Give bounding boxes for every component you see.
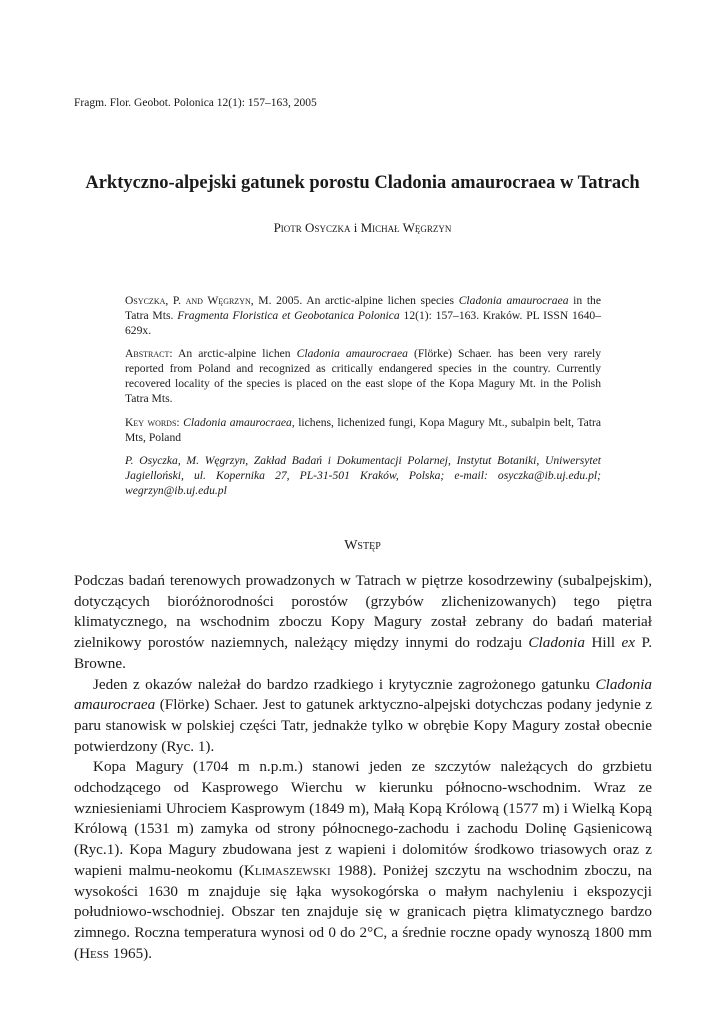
abstract xyxy=(125,346,601,406)
species-name: Cladonia amaurocraea xyxy=(183,416,292,429)
citation-text: M. 2005. An arctic-alpine lichen species xyxy=(258,294,455,307)
citation-authors: Osyczka, P. and Węgrzyn, xyxy=(125,294,254,307)
paragraph xyxy=(74,757,652,964)
front-matter xyxy=(125,293,601,506)
paragraph-text: Hill xyxy=(591,634,616,652)
paragraph xyxy=(74,675,652,758)
paragraph-text: Kopa Magury (1704 m n.p.m.) stanowi jeden ze szczytów należących do grzbietu odchodzącego od Kasprowego Wierchu w kierunku północno-wschodnim. Wraz ze wzniesieniami Uhrociem Kasprowym (1849 m), Małą Kopą Królową (1577 m) i Wielką Kopą Królową (1531 m) zamyka od strony północnego-zachodu i zachodu Dolinę Gąsienicową (Ryc.1). Kopa Magury zbudowana jest z wapieni i dolomitów środkowo triasowych oraz z wapieni malmu-neokomu ( xyxy=(74,758,652,879)
abstract-label: Abstract: xyxy=(125,347,173,360)
reference-author: Klimaszewski xyxy=(243,861,331,879)
species-name: Cladonia amaurocraea xyxy=(458,294,569,307)
citation-text: in the Tatra Mts. xyxy=(125,294,601,322)
email-link[interactable]: wegrzyn@ib.uj.edu.pl xyxy=(125,484,227,497)
paragraph-text: Jeden z okazów należał do bardzo rzadkiego i krytycznie zagrożonego gatunku xyxy=(93,675,591,693)
paragraph-text: P. Browne. xyxy=(74,634,653,672)
affiliation xyxy=(125,453,601,498)
paragraph-text: Podczas badań terenowych prowadzonych w Tatrach w piętrze kosodrzewiny (subalpejskim), dotyczących bioróżnorodności porostów (grzybów zlichenizowanych) tego piętra klimatycznego, na wschodnim zboczu Kopy Magury został zebrany do badań materiał zielnikowy porostów naziemnych, należący między innymi do rodzaju xyxy=(74,572,652,652)
paragraph-text: 1965). xyxy=(112,944,153,962)
email-link[interactable]: osyczka@ib.uj.edu.pl; xyxy=(497,469,601,482)
abstract-text: (Flörke) Schaer. has been very rarely reported from Poland and recognized as critically endangered species in the country. Currently recovered locality of the species is placed on the east slope of the Kopa Magury Mt. in the Polish Tatra Mts. xyxy=(125,347,601,405)
genus-name: Cladonia xyxy=(528,634,585,652)
paragraph xyxy=(74,571,652,675)
paragraph-text: ex xyxy=(621,634,636,652)
citation xyxy=(125,293,601,338)
paper-title: Arktyczno-alpejski gatunek porostu Cladonia amaurocraea w Tatrach xyxy=(85,173,640,193)
journal-reference: Fragm. Flor. Geobot. Polonica 12(1): 157–163, 2005 xyxy=(74,97,317,109)
keywords-text: , lichens, lichenized fungi, Kopa Magury Mt., subalpin belt, Tatra Mts, Poland xyxy=(125,416,601,444)
section-heading: Wstęp xyxy=(344,538,381,553)
species-name: Cladonia amaurocraea xyxy=(74,675,653,714)
affiliation-text: P. Osyczka, M. Węgrzyn, Zakład Badań i Dokumentacji Polarnej, Instytut Botaniki, Uniwersytet Jagielloński, ul. Kopernika 27, PL-31-501 Kraków, Polska; e-mail: xyxy=(125,454,601,482)
abstract-text: An arctic-alpine lichen xyxy=(178,347,291,360)
author-name: Michał Węgrzyn xyxy=(360,220,452,235)
body-text xyxy=(74,571,652,964)
paragraph-text: (Flörke) Schaer. Jest to gatunek arktyczno-alpejski dotychczas podany jedynie z paru stanowisk w polskiej części Tatr, jednakże tylko w obrębie Kopy Magury został obecnie potwierdzony (Ryc. 1). xyxy=(74,696,652,755)
keywords-label: Key words: xyxy=(125,416,180,429)
reference-author: Hess xyxy=(79,944,109,962)
author-conjunction: i xyxy=(353,220,358,235)
author-line xyxy=(0,220,725,236)
keywords xyxy=(125,415,601,445)
paragraph-text: 1988). Poniżej szczytu na wschodnim zboczu, na wysokości 1630 m znajduje się łąka wysokogórska o małym nachyleniu i ekspozycji południowo-wschodniej. Obszar ten znajduje się w granicach piętra klimatycznego bardzo zimnego. Roczna temperatura wynosi od 0 do 2°C, a średnie roczne opady wynoszą 1800 mm ( xyxy=(74,861,653,962)
citation-text: 12(1): 157–163. Kraków. PL ISSN 1640–629x. xyxy=(125,309,601,337)
journal-name: Fragmenta Floristica et Geobotanica Polonica xyxy=(177,309,400,322)
species-name: Cladonia amaurocraea xyxy=(296,347,408,360)
author-name: Piotr Osyczka xyxy=(273,220,351,235)
